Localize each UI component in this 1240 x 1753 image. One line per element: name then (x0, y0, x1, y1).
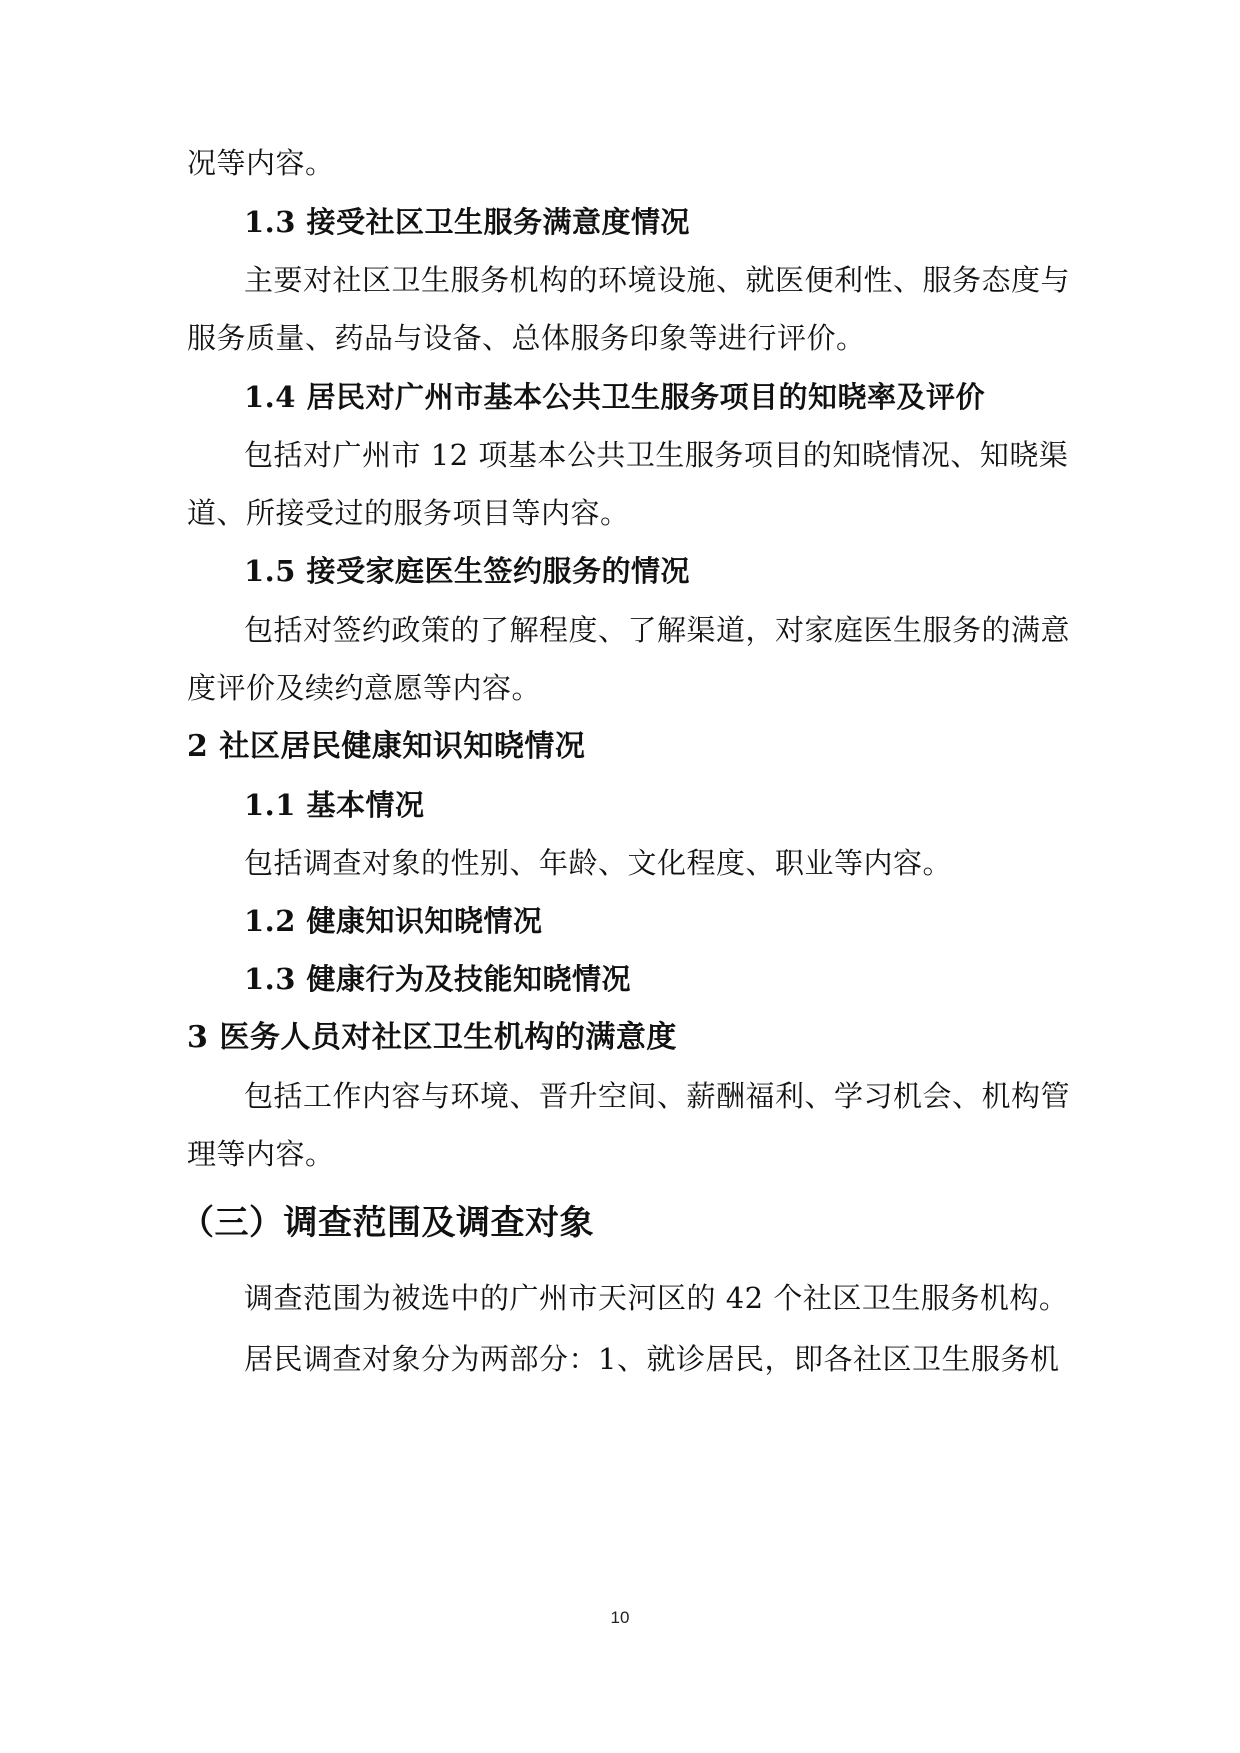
subsection-heading-1-2: 1.2 健康知识知晓情况 (244, 904, 543, 938)
paragraph-line: 况等内容。 (187, 146, 335, 180)
subsection-heading-1-5: 1.5 接受家庭医生签约服务的情况 (244, 554, 691, 588)
section-heading-2: 2 社区居民健康知识知晓情况 (187, 729, 586, 764)
paragraph-line: 度评价及续约意愿等内容。 (187, 671, 542, 705)
section-heading-3: 3 医务人员对社区卫生机构的满意度 (187, 1020, 677, 1055)
paragraph-line: 居民调查对象分为两部分：1、就诊居民，即各社区卫生服务机 (244, 1342, 1060, 1376)
paragraph-line: 理等内容。 (187, 1137, 335, 1171)
paragraph-line: 调查范围为被选中的广州市天河区的 42 个社区卫生服务机构。 (244, 1281, 1069, 1315)
page-number: 10 (610, 1608, 630, 1627)
paragraph-line: 包括对签约政策的了解程度、了解渠道，对家庭医生服务的满意 (244, 613, 1071, 647)
paragraph-line: 服务质量、药品与设备、总体服务印象等进行评价。 (187, 321, 866, 355)
paragraph-line: 包括工作内容与环境、晋升空间、薪酬福利、学习机会、机构管 (244, 1079, 1071, 1113)
subsection-heading-1-3: 1.3 接受社区卫生服务满意度情况 (244, 205, 691, 239)
section-heading-three: （三）调查范围及调查对象 (180, 1203, 594, 1243)
subsection-heading-1-4: 1.4 居民对广州市基本公共卫生服务项目的知晓率及评价 (244, 380, 986, 414)
paragraph-line: 包括对广州市 12 项基本公共卫生服务项目的知晓情况、知晓渠 (244, 438, 1069, 472)
paragraph-line: 道、所接受过的服务项目等内容。 (187, 496, 630, 530)
subsection-heading-1-3b: 1.3 健康行为及技能知晓情况 (244, 962, 632, 996)
paragraph-line: 主要对社区卫生服务机构的环境设施、就医便利性、服务态度与 (244, 263, 1071, 297)
subsection-heading-1-1: 1.1 基本情况 (244, 788, 425, 822)
paragraph-line: 包括调查对象的性别、年龄、文化程度、职业等内容。 (244, 846, 953, 880)
